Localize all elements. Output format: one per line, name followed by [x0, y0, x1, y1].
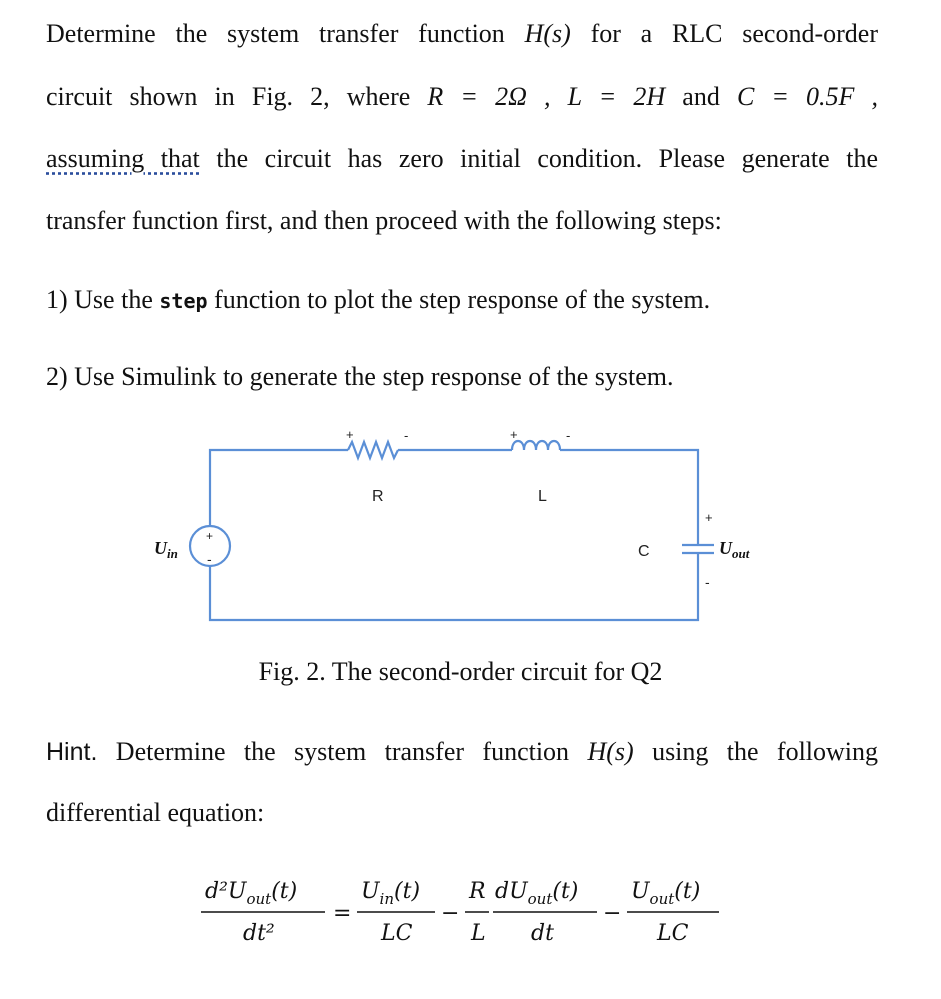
hint-text: using the following	[652, 737, 879, 766]
equals-sign: =	[333, 901, 352, 926]
term2-denominator: L	[471, 921, 486, 946]
lhs-numerator	[205, 879, 297, 908]
term1-numerator-tail: (t)	[394, 879, 421, 904]
source-voltage-letter: U	[154, 538, 167, 558]
term4-denominator: LC	[657, 921, 689, 946]
resistance-value: R = 2Ω ,	[427, 82, 551, 111]
step-2: 2) Use Simulink to generate the step response of the system.	[46, 362, 674, 391]
inductor-label: L	[538, 488, 547, 505]
term3-numerator-tail: (t)	[552, 879, 579, 904]
minus-sign: −	[603, 901, 622, 926]
problem-text: the circuit has zero initial condition. Please generate the	[216, 144, 878, 173]
transfer-function-symbol: H(s)	[587, 737, 634, 766]
circuit-wires	[190, 441, 714, 620]
hint-label: Hint.	[46, 738, 98, 766]
term3-denominator: dt	[531, 921, 554, 946]
problem-line-1	[46, 18, 878, 50]
step-text: 1) Use the	[46, 285, 153, 314]
term4-numerator	[631, 879, 700, 908]
wire-right-top	[560, 450, 698, 533]
problem-line-4: transfer function first, and then proceed with the following steps:	[46, 206, 722, 235]
resistor-symbol	[348, 442, 398, 458]
hint-line-2: differential equation:	[46, 798, 265, 827]
term4-numerator-main: U	[631, 879, 650, 904]
resistor-label: R	[372, 488, 384, 505]
code-step: step	[159, 289, 208, 313]
term3-numerator-main: dU	[495, 879, 528, 904]
problem-line-2	[46, 81, 878, 113]
problem-line-3	[46, 143, 878, 175]
inductor-plus: +	[510, 427, 518, 442]
capacitor-label: C	[638, 543, 650, 560]
term2-numerator: R	[469, 879, 486, 904]
figure-caption: Fig. 2. The second-order circuit for Q2	[258, 657, 663, 686]
transfer-function-symbol: H(s)	[524, 19, 571, 48]
output-plus: +	[705, 510, 713, 525]
output-minus: -	[705, 574, 710, 590]
resistor-minus: -	[404, 428, 409, 443]
inductance-value: L = 2H	[567, 82, 666, 111]
problem-text: for a RLC second-order	[590, 19, 878, 48]
term4-numerator-subscript: out	[649, 890, 675, 908]
term3-numerator-subscript: out	[527, 890, 553, 908]
capacitance-value: C = 0.5F ,	[736, 82, 879, 111]
step-1	[46, 284, 710, 317]
term1-numerator-subscript: in	[379, 890, 395, 908]
hint-text: Determine the system transfer function	[115, 737, 570, 766]
hint-line-1	[46, 736, 878, 768]
lhs-numerator-tail: (t)	[271, 879, 298, 904]
spellcheck-underlined-text: assuming that	[46, 144, 200, 173]
lhs-denominator: dt²	[243, 921, 275, 946]
wire-left-top	[210, 450, 348, 526]
output-voltage-letter: U	[719, 538, 732, 558]
differential-equation	[195, 868, 735, 958]
term4-numerator-tail: (t)	[674, 879, 701, 904]
lhs-numerator-subscript: out	[246, 890, 272, 908]
output-voltage-subscript: out	[732, 546, 750, 561]
step-text: function to plot the step response of the system.	[214, 285, 711, 314]
problem-text: circuit shown in Fig. 2, where	[46, 82, 411, 111]
term3-numerator	[495, 879, 578, 908]
rlc-circuit-diagram	[140, 425, 780, 640]
source-voltage-label	[154, 538, 178, 561]
source-minus: -	[207, 551, 212, 567]
term1-denominator: LC	[381, 921, 413, 946]
resistor-plus: +	[346, 427, 354, 442]
wire-bottom	[210, 553, 698, 620]
problem-text: Determine the system transfer function	[46, 19, 505, 48]
term1-numerator-main: U	[361, 879, 380, 904]
output-voltage-label	[719, 538, 750, 561]
inductor-symbol	[512, 441, 560, 450]
problem-text: and	[682, 82, 720, 111]
minus-sign: −	[441, 901, 460, 926]
inductor-minus: -	[566, 428, 571, 443]
lhs-numerator-main: d²U	[205, 879, 247, 904]
source-plus: +	[206, 529, 214, 543]
source-voltage-subscript: in	[167, 546, 178, 561]
term1-numerator	[361, 879, 420, 908]
